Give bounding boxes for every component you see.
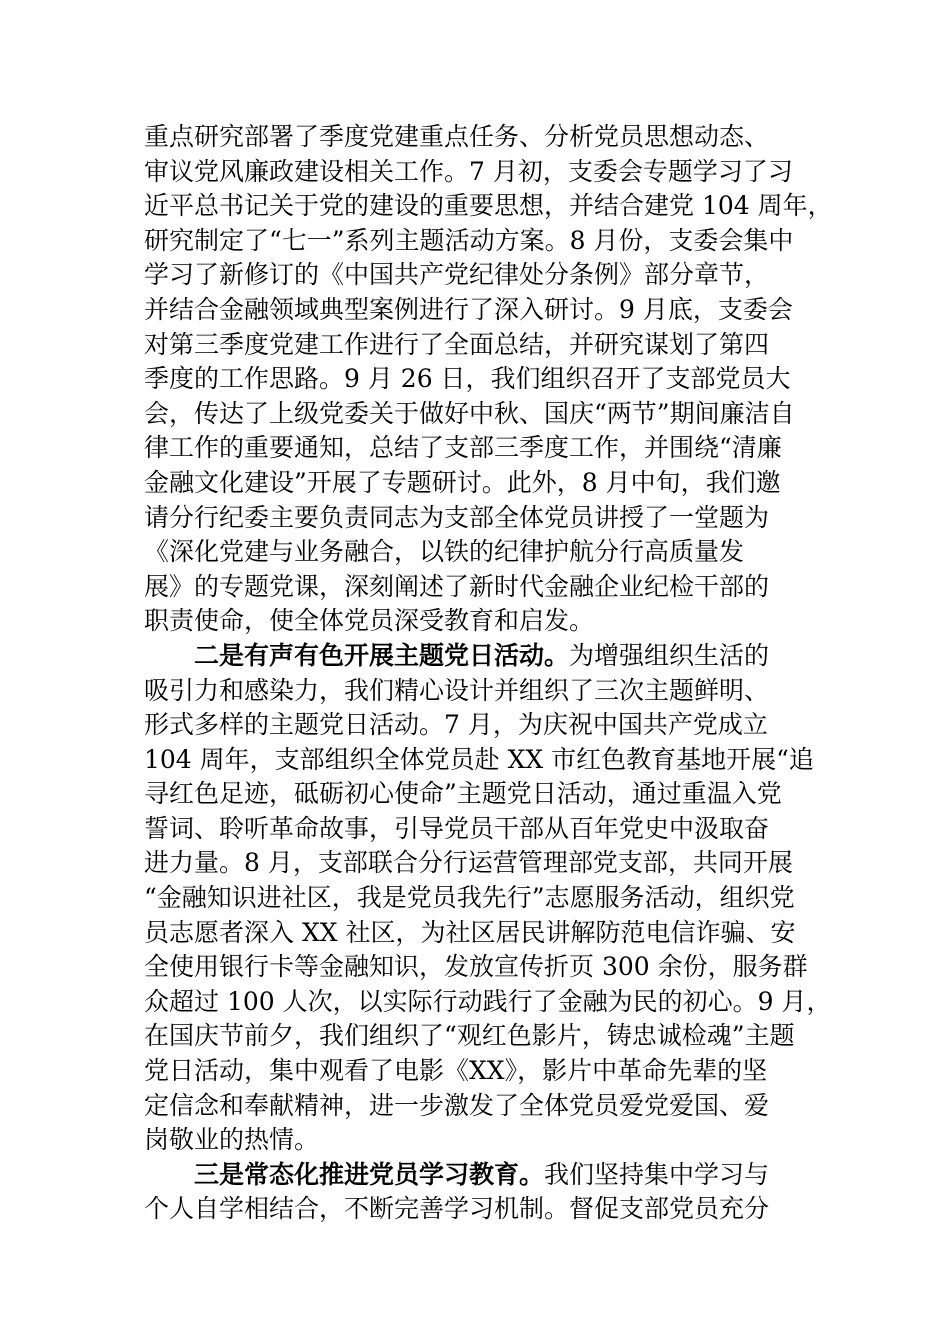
text-line: 季度的工作思路。9 月 26 日，我们组织召开了支部党员大 (144, 364, 791, 394)
text-line: 形式多样的主题党日活动。7 月，为庆祝中国共产党成立 (144, 710, 768, 740)
text-line: 展》的专题党课，深刻阐述了新时代金融企业纪检干部的 (144, 571, 770, 601)
text-line-first (144, 1158, 834, 1193)
text-run: 我们坚持集中学习与 (544, 1159, 770, 1189)
text-line: 近平总书记关于党的建设的重要思想，并结合建党 104 周年， (144, 191, 833, 221)
text-line: 个人自学相结合，不断完善学习机制。督促支部党员充分 (144, 1194, 770, 1224)
text-line: 在国庆节前夕，我们组织了“观红色影片，铸忠诚检魂”主题 (144, 1021, 795, 1051)
text-line: 审议党风廉政建设相关工作。7 月初，支委会专题学习了习 (144, 156, 793, 186)
text-line: 学习了新修订的《中国共产党纪律处分条例》部分章节， (144, 260, 770, 290)
text-line: 党日活动，集中观看了电影《XX》，影片中革命先辈的坚 (144, 1056, 768, 1086)
text-line: 吸引力和感染力，我们精心设计并组织了三次主题鲜明、 (144, 675, 770, 705)
text-line: 研究制定了“七一”系列主题活动方案。8 月份，支委会集中 (144, 225, 794, 255)
text-line: 誓词、聆听革命故事，引导党员干部从百年党史中汲取奋 (144, 813, 770, 843)
text-line: 104 周年，支部组织全体党员赴 XX 市红色教育基地开展“追 (144, 744, 814, 774)
text-line-first (144, 639, 834, 674)
text-line: 众超过 100 人次，以实际行动践行了金融为民的初心。9 月， (144, 986, 832, 1016)
text-run: 为增强组织生活的 (569, 640, 770, 670)
text-line: 岗敬业的热情。 (144, 1125, 320, 1155)
text-line: 寻红色足迹，砥砺初心使命”主题党日活动，通过重温入党 (144, 779, 782, 809)
text-line: 进力量。8 月，支部联合分行运营管理部党支部，共同开展 (144, 848, 793, 878)
paragraph-study-education (144, 1158, 834, 1227)
text-line: 请分行纪委主要负责同志为支部全体党员讲授了一堂题为 (144, 502, 770, 532)
text-line: 律工作的重要通知，总结了支部三季度工作，并围绕“清廉 (144, 433, 782, 463)
text-line: “金融知识进社区，我是党员我先行”志愿服务活动，组织党 (144, 883, 795, 913)
text-line: 定信念和奉献精神，进一步激发了全体党员爱党爱国、爱 (144, 1090, 770, 1120)
text-line: 并结合金融领域典型案例进行了深入研讨。9 月底，支委会 (144, 294, 793, 324)
paragraph-party-day-activities (144, 639, 834, 1158)
text-line: 重点研究部署了季度党建重点任务、分析党员思想动态、 (144, 122, 770, 151)
text-line: 金融文化建设”开展了专题研讨。此外，8 月中旬，我们邀 (144, 467, 781, 497)
section-heading: 三是常态化推进党员学习教育。 (194, 1159, 545, 1189)
section-heading: 二是有声有色开展主题党日活动。 (194, 640, 570, 670)
text-line: 职责使命，使全体党员深受教育和启发。 (144, 606, 595, 636)
paragraph-meetings (144, 120, 834, 639)
document-page (144, 120, 834, 1227)
text-line: 会，传达了上级党委关于做好中秋、国庆“两节”期间廉洁自 (144, 398, 795, 428)
text-line: 《深化党建与业务融合，以铁的纪律护航分行高质量发 (144, 537, 745, 567)
text-line: 全使用银行卡等金融知识，发放宣传折页 300 余份，服务群 (144, 952, 808, 982)
text-line: 员志愿者深入 XX 社区，为社区居民讲解防范电信诈骗、安 (144, 917, 796, 947)
text-line: 对第三季度党建工作进行了全面总结，并研究谋划了第四 (144, 329, 770, 359)
